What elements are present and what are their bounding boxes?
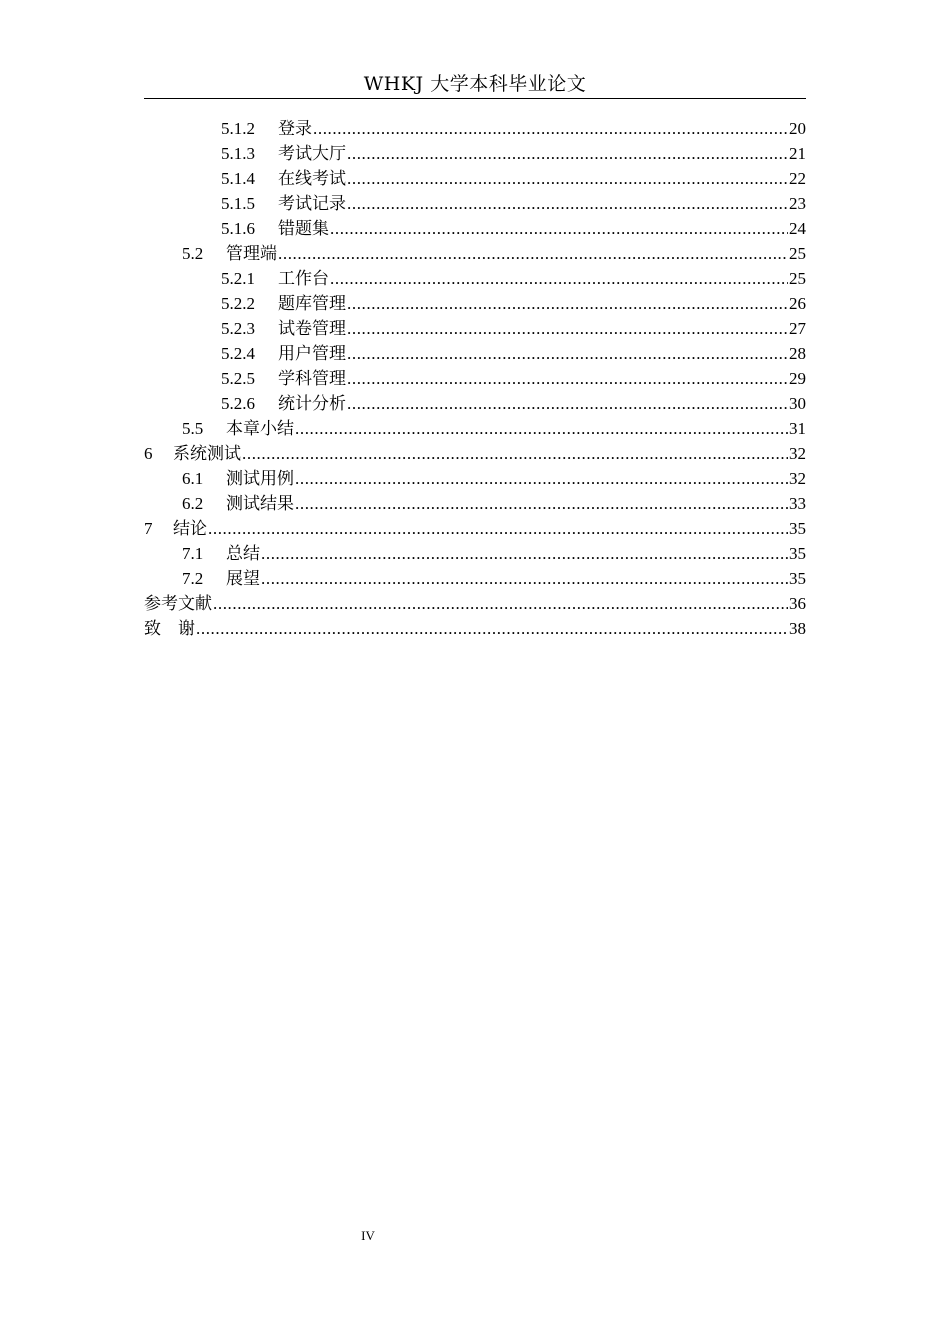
toc-dot-leader <box>295 466 788 491</box>
toc-entry[interactable] <box>144 466 806 491</box>
toc-dot-leader <box>242 441 788 466</box>
toc-entry-page: 35 <box>789 569 806 588</box>
toc-entry-title: 致 谢 <box>144 619 195 639</box>
toc-entry-number: 5.2.2 <box>221 294 255 313</box>
toc-entry-number: 5.2.3 <box>221 319 255 338</box>
toc-dot-leader <box>330 216 788 241</box>
toc-entry-title: 试卷管理 <box>278 319 346 339</box>
toc-entry[interactable] <box>144 316 806 341</box>
toc-entry-number: 5.1.5 <box>221 194 255 213</box>
toc-entry-title: 工作台 <box>278 269 329 289</box>
toc-entry-number: 5.2.1 <box>221 269 255 288</box>
toc-entry-title: 用户管理 <box>278 344 346 364</box>
toc-dot-leader <box>347 391 788 416</box>
toc-dot-leader <box>347 141 788 166</box>
toc-entry-title: 展望 <box>226 569 260 589</box>
toc-dot-leader <box>347 341 788 366</box>
toc-entry-number: 5.2 <box>182 244 204 263</box>
toc-entry-number: 7.1 <box>182 544 204 563</box>
toc-entry-number: 5.1.6 <box>221 219 255 238</box>
toc-entry-title: 参考文献 <box>144 594 212 614</box>
toc-entry-number: 5.2.6 <box>221 394 255 413</box>
toc-entry-number: 7 <box>144 519 153 538</box>
toc-entry-number: 5.2.4 <box>221 344 255 363</box>
toc-entry[interactable] <box>144 266 806 291</box>
toc-entry-page: 26 <box>789 294 806 313</box>
toc-entry[interactable] <box>144 616 806 641</box>
toc-dot-leader <box>347 366 788 391</box>
toc-entry-title: 考试记录 <box>278 194 346 214</box>
toc-entry-title: 登录 <box>278 119 312 139</box>
toc-entry-title: 结论 <box>173 519 207 539</box>
toc-entry-page: 36 <box>789 594 806 613</box>
toc-entry-page: 33 <box>789 494 806 513</box>
toc-entry-title: 本章小结 <box>226 419 294 439</box>
toc-entry-number: 7.2 <box>182 569 204 588</box>
toc-entry[interactable] <box>144 366 806 391</box>
toc-entry[interactable] <box>144 341 806 366</box>
toc-entry-number: 6.1 <box>182 469 204 488</box>
toc-entry-number: 5.5 <box>182 419 204 438</box>
toc-dot-leader <box>261 566 788 591</box>
toc-entry-page: 31 <box>789 419 806 438</box>
toc-entry[interactable] <box>144 416 806 441</box>
toc-entry-number: 5.2.5 <box>221 369 255 388</box>
table-of-contents <box>144 116 806 641</box>
toc-entry[interactable] <box>144 591 806 616</box>
toc-entry[interactable] <box>144 391 806 416</box>
toc-entry[interactable] <box>144 566 806 591</box>
toc-entry-title: 管理端 <box>226 244 277 264</box>
toc-entry-page: 38 <box>789 619 806 638</box>
toc-entry[interactable] <box>144 291 806 316</box>
toc-entry-page: 29 <box>789 369 806 388</box>
toc-entry[interactable] <box>144 241 806 266</box>
toc-entry-page: 27 <box>789 319 806 338</box>
toc-entry-number: 6 <box>144 444 153 463</box>
toc-entry-page: 20 <box>789 119 806 138</box>
toc-entry-number: 5.1.2 <box>221 119 255 138</box>
toc-entry-title: 系统测试 <box>173 444 241 464</box>
page-number: IV <box>361 1228 375 1243</box>
running-header: WHKJ 大学本科毕业论文 <box>363 73 587 95</box>
toc-entry[interactable] <box>144 116 806 141</box>
toc-entry-page: 23 <box>789 194 806 213</box>
toc-entry-number: 6.2 <box>182 494 204 513</box>
toc-entry-page: 28 <box>789 344 806 363</box>
toc-entry-title: 考试大厅 <box>278 144 346 164</box>
toc-entry-title: 在线考试 <box>278 169 346 189</box>
toc-entry-page: 25 <box>789 269 806 288</box>
toc-dot-leader <box>213 591 788 616</box>
toc-dot-leader <box>347 291 788 316</box>
toc-entry-title: 总结 <box>226 544 260 564</box>
toc-entry-page: 25 <box>789 244 806 263</box>
toc-entry[interactable] <box>144 441 806 466</box>
toc-entry[interactable] <box>144 541 806 566</box>
toc-entry-title: 测试用例 <box>226 469 294 489</box>
toc-entry[interactable] <box>144 516 806 541</box>
toc-entry-title: 统计分析 <box>278 394 346 414</box>
toc-entry-number: 5.1.4 <box>221 169 255 188</box>
toc-entry-page: 35 <box>789 544 806 563</box>
toc-dot-leader <box>347 166 788 191</box>
toc-entry-page: 21 <box>789 144 806 163</box>
toc-dot-leader <box>208 516 788 541</box>
toc-entry[interactable] <box>144 166 806 191</box>
toc-dot-leader <box>347 191 788 216</box>
toc-entry-page: 30 <box>789 394 806 413</box>
toc-entry-title: 学科管理 <box>278 369 346 389</box>
toc-entry[interactable] <box>144 216 806 241</box>
toc-dot-leader <box>278 241 788 266</box>
toc-dot-leader <box>330 266 788 291</box>
toc-dot-leader <box>196 616 788 641</box>
toc-entry-title: 题库管理 <box>278 294 346 314</box>
toc-dot-leader <box>295 416 788 441</box>
toc-entry-page: 32 <box>789 469 806 488</box>
toc-entry-page: 22 <box>789 169 806 188</box>
toc-entry-title: 测试结果 <box>226 494 294 514</box>
toc-dot-leader <box>261 541 788 566</box>
toc-entry[interactable] <box>144 141 806 166</box>
toc-entry-title: 错题集 <box>278 219 329 239</box>
toc-entry-number: 5.1.3 <box>221 144 255 163</box>
toc-entry-page: 24 <box>789 219 806 238</box>
toc-entry-page: 32 <box>789 444 806 463</box>
toc-entry[interactable] <box>144 491 806 516</box>
toc-dot-leader <box>295 491 788 516</box>
header-rule <box>144 98 806 99</box>
toc-entry-page: 35 <box>789 519 806 538</box>
toc-dot-leader <box>313 116 788 141</box>
toc-dot-leader <box>347 316 788 341</box>
toc-entry[interactable] <box>144 191 806 216</box>
